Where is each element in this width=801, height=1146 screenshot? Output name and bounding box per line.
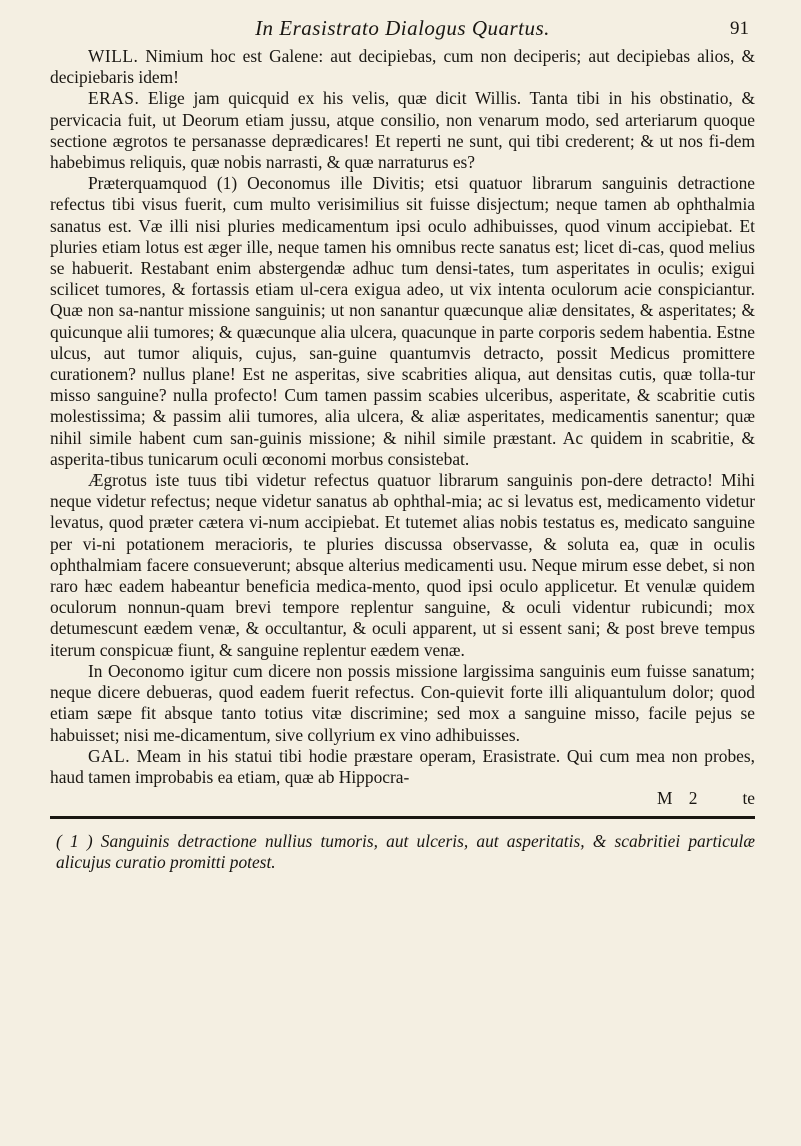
- page-header: [50, 16, 755, 46]
- paragraph-text: Nimium hoc est Galene: aut decipiebas, cum non deciperis; aut decipiebas alios, & decipiebaris idem!: [50, 46, 755, 88]
- speaker-label: ERAS.: [88, 88, 140, 109]
- paragraph: [50, 661, 755, 746]
- paragraph-text: In Oeconomo igitur cum dicere non possis missione largissima sanguinis eum fuisse sanatum; neque dicere debueras, quod eadem fuerit refectus. Con-quievit forte illi aliquantulum dolor; quod etiam sæpe fit absque tanto totius vitæ discrimine; sed mox a sanguine misso, facile pejus se habuisset; nisi me-dicamentum, sive collyrium ex vino adhibuisses.: [50, 660, 755, 745]
- paragraph: [50, 88, 755, 173]
- speaker-label: GAL.: [88, 745, 131, 766]
- footnote-rule: [50, 816, 755, 819]
- running-head: In Erasistrato Dialogus Quartus.: [255, 16, 550, 40]
- catchword: te: [742, 788, 755, 809]
- catchline: [50, 788, 755, 808]
- page-number: 91: [730, 18, 749, 39]
- paragraph: [50, 173, 755, 470]
- paragraph: [50, 46, 755, 88]
- paragraph: [50, 746, 755, 788]
- paragraph-text: Meam in his statui tibi hodie præstare operam, Erasistrate. Qui cum mea non probes, haud tamen improbabis ea etiam, quæ ab Hippocra-: [50, 745, 755, 787]
- paragraph-text: Præterquamquod (1) Oeconomus ille Divitis; etsi quatuor librarum sanguinis detractione refectus tibi visus fuerit, cum multo verisimilius sit fuisse disjectum; neque tamen ab ophthalmia sanatus est. Væ illi nisi pluries medicamentum ipsi oculo adhibuisses, quod vinum accipiebat. Et pluries etiam lotus est æger ille, neque tamen his omnibus recte sanatus est; licet di-cas, quod melius se habuerit. Restabant enim abstergendæ adhuc tum densi-tates, tum asperitates in oculis; exigui scilicet tumores, & fortassis etiam ul-cera exigua adeo, ut vix intenta oculorum acie conspiciantur. Quæ non sa-nantur missione sanguinis; ut non sanantur quæcunque aliæ densitates, & asperitates; & quicunque alii tumores; & quæcunque alia ulcera, quacunque in parte corporis sedem habentia. Estne ulcus, aut tumor aliquis, cujus, san-guine quantumvis detracto, possit Medicus promittere curationem? nullus plane! Est ne asperitas, sive scabrities aliqua, aut densitas cutis, quæ tolla-tur misso sanguine? nulla profecto! Cum tamen passim scabies ulceribus, asperitate, & scabritie cutis molestissima; & passim alii tumores, alia ulcera, & aliæ asperitates, medicamentis sanentur; quæ nihil simile habent cum san-guinis missione; & nihil simile præstant. Ac quidem in scabritie, & asperita-tibus tunicarum oculi œconomi morbus consistebat.: [50, 173, 755, 469]
- paragraph-text: Elige jam quicquid ex his velis, quæ dicit Willis. Tanta tibi in his obstinatio, & pervicacia fuit, ut Deorum etiam jussu, atque consilio, non venarum modo, sed arteriarum quoque sectione ægrotos te persanasse deprædicares! Et reperti ne sunt, qui tibi crederent; & ut nos fi-dem habebimus reliquis, quæ nobis narrasti, & quæ narraturus es?: [50, 88, 755, 173]
- paragraph: [50, 470, 755, 661]
- paragraph-text: Ægrotus iste tuus tibi videtur refectus quatuor librarum sanguinis pon-dere detracto! Mihi neque videtur refectus; neque videtur sanatus ab ophthal-mia; ac si levatus est, medicamento videtur levatus, quod præter cætera vi-num accipiebat. Et tutemet alias nobis testatus es, medicato sanguine per vi-ni potationem meracioris, te pluries discussa observasse, & soluta ea, quæ in oculis ophthalmiam facere consueverunt; absque alterius medicamenti usu. Neque mirum esse debet, si non raro hæc eadem habeantur beneficia medica-mento, quod ipsi oculo applicetur. Et venulæ quidem oculorum nonnun-quam brevi tempore replentur sanguine, & oculi videntur rubicundi; mox detumescunt eædem venæ, & occultantur, & oculi apparent, ut si essent sani; & post breve tempus iterum conspicuæ fiunt, & sanguine replentur eædem venæ.: [50, 470, 755, 660]
- signature-mark: M 2: [657, 788, 704, 809]
- book-page: [50, 16, 755, 1131]
- footnote: ( 1 ) Sanguinis detractione nullius tumoris, aut ulceris, aut asperitatis, & scabritiei particulæ alicujus curatio promitti potest.: [56, 831, 755, 873]
- body-text: [50, 46, 755, 788]
- speaker-label: WILL.: [88, 46, 139, 66]
